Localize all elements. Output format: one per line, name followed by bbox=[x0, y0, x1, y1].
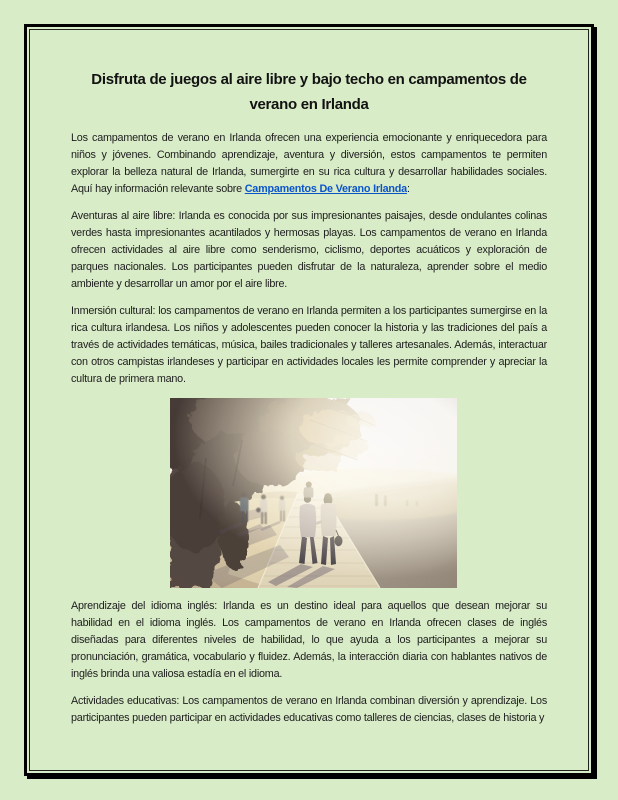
paragraph-outdoor-adventures: Aventuras al aire libre: Irlanda es conocida por sus impresionantes paisajes, desde ondulantes colinas verdes hasta impresionantes acantilados y hermosas playas. Los campamentos de verano en Irlanda ofrecen actividades al aire libre como senderismo, ciclismo, deportes acuáticos y exploración de parques nacionales. Los participantes pueden disfrutar de la naturaleza, aprender sobre el medio ambiente y desarrollar un amor por el aire libre. bbox=[71, 210, 547, 290]
paragraph-cultural-immersion: Inmersión cultural: los campamentos de verano en Irlanda permiten a los participantes sumergirse en la rica cultura irlandesa. Los niños y adolescentes pueden conocer la historia y las tradiciones del país a través de actividades temáticas, música, bailes tradicionales y talleres artesanales. Además, interactuar con otros campistas irlandeses y participar en actividades locales les permite comprender y apreciar la cultura de primera mano. bbox=[71, 305, 547, 385]
campamentos-link[interactable]: Campamentos De Verano Irlanda bbox=[244, 183, 407, 195]
intro-text-after-link: : bbox=[406, 183, 410, 195]
intro-text-before-link: Los campamentos de verano en Irlanda ofrecen una experiencia emocionante y enriquecedora para niños y jóvenes. Combinando aprendizaje, aventura y diversión, estos campamentos te permiten explorar la belleza natural de Irlanda, sumergirte en su rica cultura y desarrollar habilidades sociales. Aquí hay información relevante sobre bbox=[71, 132, 547, 195]
page-border-frame bbox=[24, 24, 594, 776]
paragraph-english-learning: Aprendizaje del idioma inglés: Irlanda es un destino ideal para aquellos que desean mejorar su habilidad en el idioma inglés. Los campamentos de verano en Irlanda ofrecen clases de inglés diseñadas para diferentes niveles de habilidad, lo que ayuda a los participantes a mejorar su pronunciación, gramática, vocabulario y fluidez. Además, la interacción diaria con hablantes nativos de inglés brinda una valiosa estadía en el idioma. bbox=[71, 600, 547, 680]
page-inner-border bbox=[29, 29, 589, 771]
article-photo bbox=[170, 398, 457, 588]
document-content bbox=[33, 33, 585, 767]
page-title: Disfruta de juegos al aire libre y bajo techo en campamentos de verano en Irlanda bbox=[91, 71, 527, 113]
intro-paragraph bbox=[71, 130, 547, 198]
paragraph-educational-activities: Actividades educativas: Los campamentos de verano en Irlanda combinan diversión y aprendizaje. Los participantes pueden participar en actividades educativas como talleres de ciencias, clases de historia y bbox=[71, 695, 547, 724]
